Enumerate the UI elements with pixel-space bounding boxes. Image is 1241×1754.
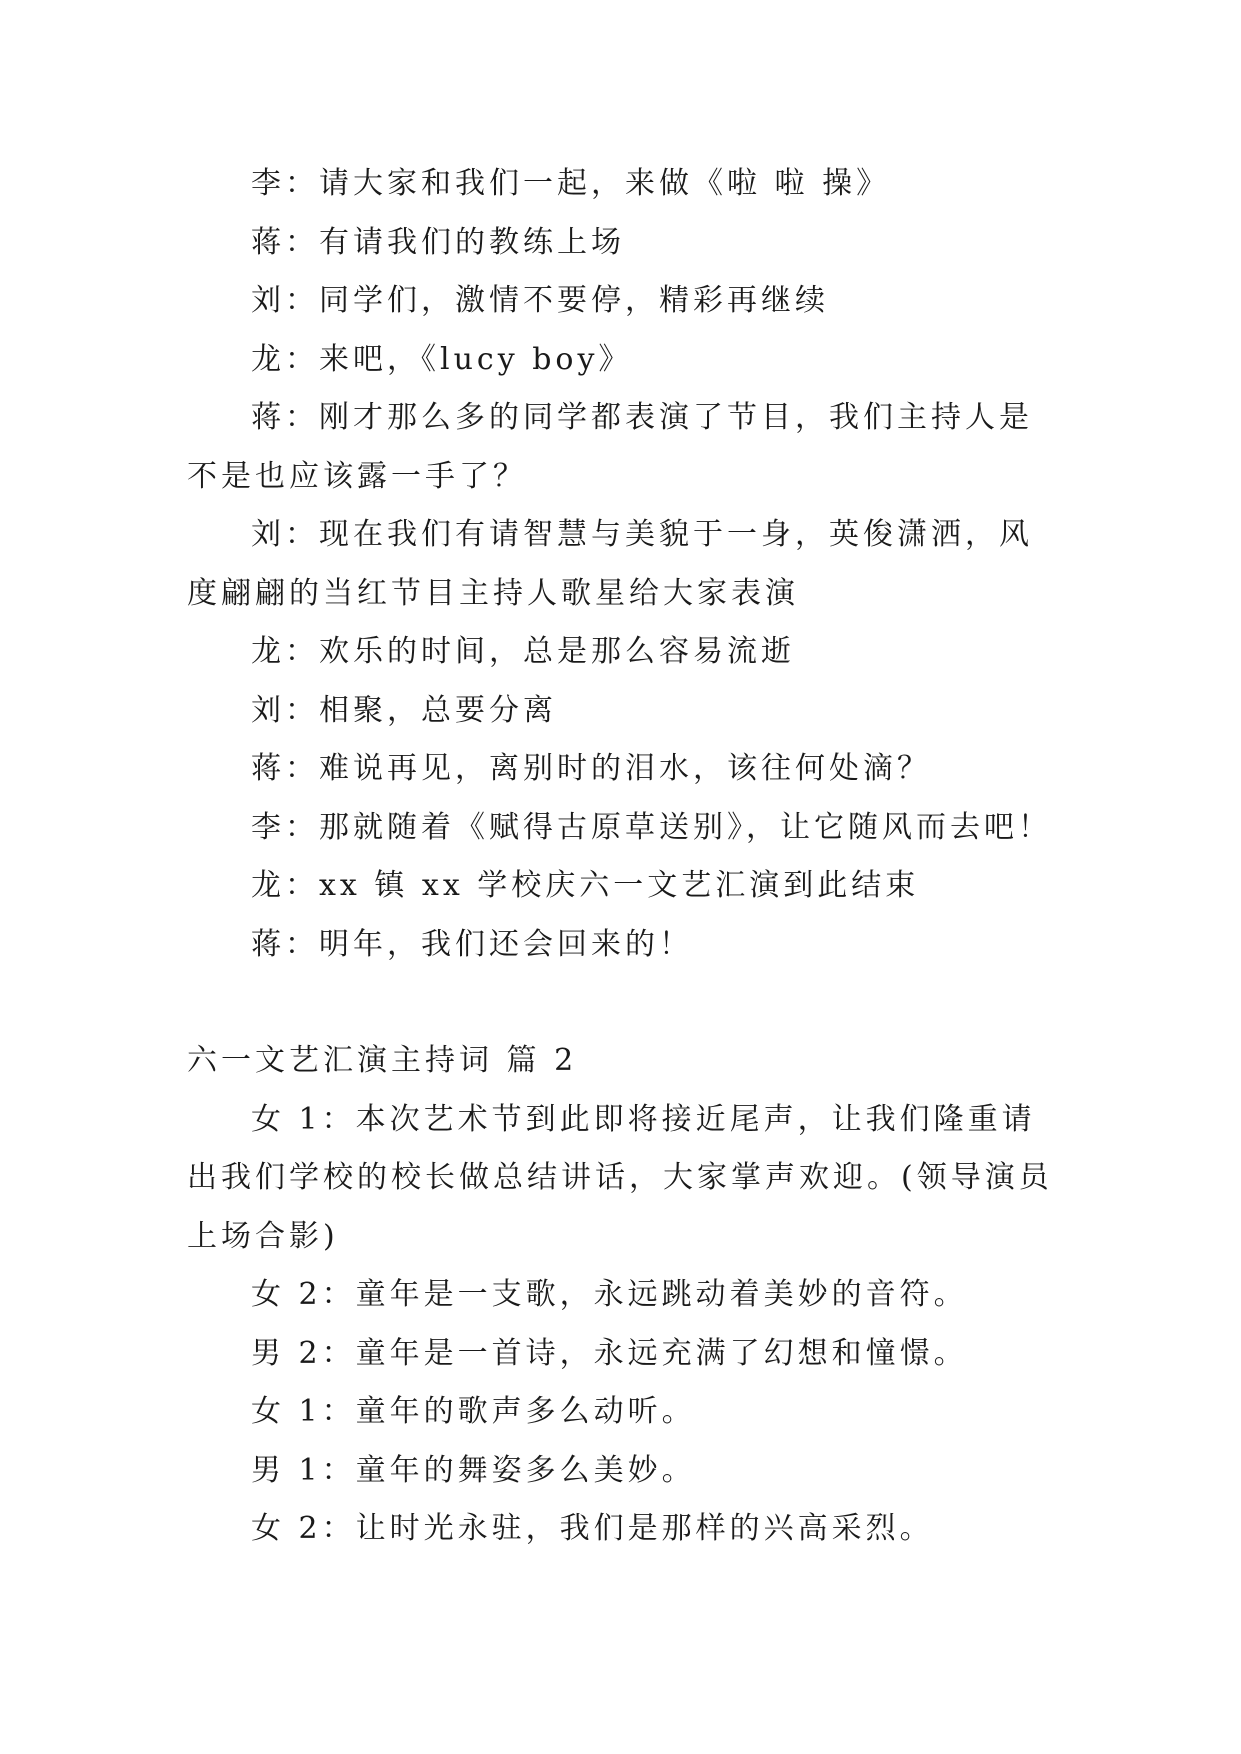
- dialogue-line: 刘：相聚，总要分离: [251, 692, 557, 728]
- dialogue-line: 龙：xx 镇 xx 学校庆六一文艺汇演到此结束: [251, 868, 920, 903]
- dialogue-line: 女 1：童年的歌声多么动听。: [251, 1394, 696, 1429]
- dialogue-line: 李：那就随着《赋得古原草送别》，让它随风而去吧！: [251, 809, 1052, 845]
- dialogue-line: 蒋：难说再见，离别时的泪水，该往何处滴？: [251, 751, 931, 786]
- section-heading: 六一文艺汇演主持词 篇 2: [187, 1043, 578, 1078]
- dialogue-line: 男 1：童年的舞姿多么美妙。: [251, 1452, 696, 1488]
- dialogue-line: 刘：现在我们有请智慧与美貌于一身，英俊潇洒，风度翩翩的当红节目主持人歌星给大家表演: [187, 517, 1033, 611]
- dialogue-line: 蒋：刚才那么多的同学都表演了节目，我们主持人是不是也应该露一手了？: [187, 400, 1033, 494]
- dialogue-line: 女 1：本次艺术节到此即将接近尾声，让我们隆重请出我们学校的校长做总结讲话，大家掌声欢迎。(领导演员上场合影): [187, 1101, 1053, 1254]
- dialogue-line: 刘：同学们，激情不要停，精彩再继续: [251, 283, 829, 318]
- dialogue-line: 女 2：让时光永驻，我们是那样的兴高采烈。: [251, 1511, 934, 1546]
- dialogue-line: 龙：来吧，《lucy boy》: [251, 341, 633, 377]
- dialogue-line: 李：请大家和我们一起，来做《啦 啦 操》: [251, 166, 891, 201]
- dialogue-line: 蒋：明年，我们还会回来的！: [251, 926, 693, 962]
- dialogue-line: 男 2：童年是一首诗，永远充满了幻想和憧憬。: [251, 1335, 968, 1371]
- dialogue-line: 龙：欢乐的时间，总是那么容易流逝: [251, 634, 795, 669]
- document-body: [187, 155, 1055, 1559]
- dialogue-line: 蒋：有请我们的教练上场: [251, 224, 625, 260]
- dialogue-line: 女 2：童年是一支歌，永远跳动着美妙的音符。: [251, 1277, 968, 1312]
